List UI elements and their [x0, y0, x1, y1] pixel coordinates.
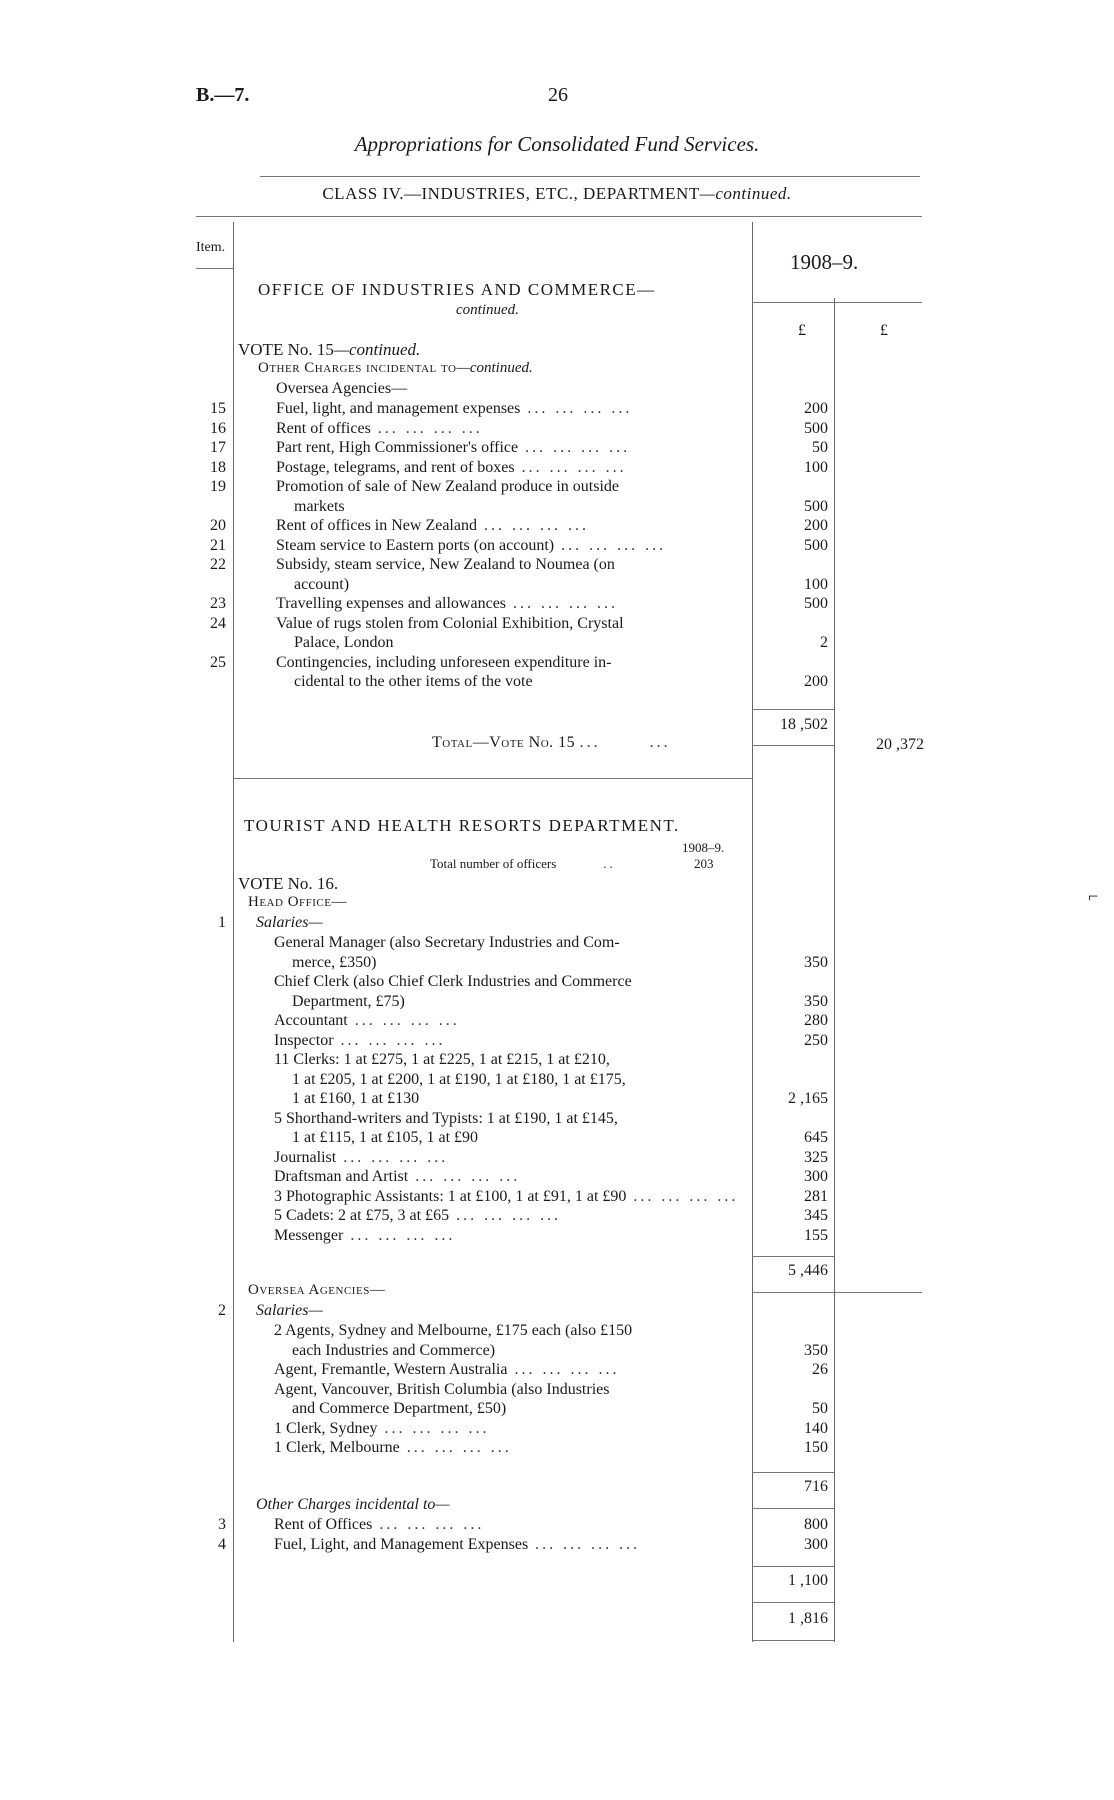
office-oversea-agencies: Oversea Agencies— [276, 380, 408, 397]
page-number: 26 [548, 84, 568, 106]
class-heading: CLASS IV.—INDUSTRIES, ETC., DEPARTMENT—continued. [322, 184, 792, 203]
row-amount: 2 [820, 634, 828, 651]
office-vote-heading: VOTE No. 15—continued. [238, 340, 421, 359]
row-description: and Commerce Department, £50) [292, 1400, 507, 1417]
row-amount: 350 [804, 1341, 828, 1359]
row-amount: 300 [804, 1168, 828, 1185]
row-description: Promotion of sale of New Zealand produce in outside [276, 478, 620, 495]
row-description: Contingencies, including unforeseen expenditure in- [276, 653, 612, 671]
row-amount: 500 [804, 595, 828, 612]
office-section-continued: continued. [456, 302, 519, 318]
other-charges-heading: Other Charges incidental to— [256, 1496, 450, 1513]
item-number-1: 1 [218, 914, 226, 931]
row-description: Subsidy, steam service, New Zealand to Noumea (on [276, 556, 615, 573]
row-amount: 281 [804, 1187, 828, 1205]
row-amount: 250 [804, 1031, 828, 1049]
row-amount: 200 [804, 673, 828, 690]
item-number: 21 [210, 536, 226, 554]
item-number: 17 [210, 439, 226, 456]
item-number: 16 [210, 419, 226, 437]
row-amount: 645 [804, 1129, 828, 1146]
row-description: 3 Photographic Assistants: 1 at £100, 1 at £91, 1 at £90 ... ... ... ... [274, 1187, 739, 1205]
item-number: 18 [210, 458, 226, 476]
head-office-heading: Head Office— [248, 894, 347, 910]
office-subtotal: 18 ,502 [780, 716, 828, 733]
item-number: 19 [210, 478, 226, 495]
subtotal2-rule-bottom [752, 1508, 834, 1509]
row-description: markets [294, 497, 345, 515]
item-number: 4 [218, 1535, 226, 1553]
item-number-2: 2 [218, 1302, 226, 1319]
row-description: 2 Agents, Sydney and Melbourne, £175 each (also £150 [274, 1322, 633, 1339]
row-description: Part rent, High Commissioner's office ... ... ... ... [276, 439, 631, 456]
row-description: Steam service to Eastern ports (on account) ... ... ... ... [276, 536, 667, 554]
item-column-rule [233, 222, 234, 1642]
row-amount: 280 [804, 1012, 828, 1029]
oversea-agencies-heading: Oversea Agencies— [248, 1282, 386, 1298]
table-top-rule [196, 216, 922, 217]
row-description: Messenger ... ... ... ... [274, 1226, 456, 1244]
item-header-rule [196, 268, 234, 269]
item-number: 20 [210, 517, 226, 534]
row-description: Palace, London [294, 634, 394, 651]
item-number: 25 [210, 653, 226, 671]
row-description: 1 Clerk, Melbourne ... ... ... ... [274, 1439, 512, 1456]
office-other-charges: Other Charges incidental to—continued. [258, 360, 533, 376]
row-amount: 500 [804, 497, 828, 515]
row-description: Agent, Fremantle, Western Australia ... ... ... ... [274, 1361, 620, 1378]
row-amount: 155 [804, 1226, 828, 1244]
row-amount: 150 [804, 1439, 828, 1456]
tourist-section-title: TOURIST AND HEALTH RESORTS DEPARTMENT. [244, 816, 680, 835]
year-header-rule [752, 302, 922, 303]
row-description: Rent of offices ... ... ... ... [276, 419, 483, 437]
row-amount: 26 [812, 1361, 828, 1378]
row-description: Travelling expenses and allowances ... ... ... ... [276, 595, 619, 612]
officers-year: 1908–9. [682, 840, 725, 855]
row-description: Rent of Offices ... ... ... ... [274, 1516, 485, 1533]
row-description: Value of rugs stolen from Colonial Exhibition, Crystal [276, 614, 624, 632]
row-description: merce, £350) [292, 953, 377, 971]
salaries-heading-1: Salaries— [256, 914, 323, 931]
row-description: 5 Cadets: 2 at £75, 3 at £65 ... ... ... ... [274, 1207, 562, 1224]
row-description: Department, £75) [292, 992, 405, 1010]
subtotal3-rule-top [752, 1566, 834, 1567]
item-number: 23 [210, 595, 226, 612]
page-title: Appropriations for Consolidated Fund Services. [354, 132, 760, 156]
row-description: Fuel, light, and management expenses ... ... ... ... [276, 400, 633, 417]
pound-sign-1: £ [798, 322, 806, 339]
row-amount: 140 [804, 1419, 828, 1437]
office-total-label: Total—Vote No. 15 ... ... [432, 734, 671, 751]
row-description: General Manager (also Secretary Industries and Com- [274, 934, 620, 951]
row-amount: 100 [804, 575, 828, 593]
row-description: Inspector ... ... ... ... [274, 1031, 446, 1049]
item-number: 15 [210, 400, 226, 417]
officers-label: Total number of officers .. [430, 856, 616, 871]
row-amount: 2 ,165 [788, 1090, 828, 1107]
row-description: Journalist ... ... ... ... [274, 1148, 449, 1166]
row-amount: 50 [812, 439, 828, 456]
row-description: Accountant ... ... ... ... [274, 1012, 460, 1029]
document-reference: B.—7. [196, 84, 250, 106]
item-number: 3 [218, 1516, 226, 1533]
row-amount: 300 [804, 1535, 828, 1553]
office-subtotal-rule-top [752, 709, 834, 710]
tourist-grand-subtotal: 1 ,816 [788, 1610, 828, 1627]
row-description: 11 Clerks: 1 at £275, 1 at £225, 1 at £215, 1 at £210, [274, 1051, 610, 1068]
row-amount: 500 [804, 536, 828, 554]
row-description: Postage, telegrams, and rent of boxes ... ... ... ... [276, 458, 627, 476]
item-number: 22 [210, 556, 226, 573]
head-office-subtotal: 5 ,446 [788, 1262, 828, 1279]
row-amount: 350 [804, 992, 828, 1010]
row-amount: 345 [804, 1207, 828, 1224]
row-description: Draftsman and Artist ... ... ... ... [274, 1168, 521, 1185]
tourist-vote-heading: VOTE No. 16. [238, 874, 339, 893]
row-amount: 325 [804, 1148, 828, 1166]
office-section-end-rule [233, 778, 752, 779]
officers-count: 203 [694, 856, 714, 871]
row-amount: 100 [804, 458, 828, 476]
subtotal3-rule-bottom [752, 1602, 834, 1603]
item-column-header: Item. [196, 240, 226, 255]
row-description: account) [294, 575, 350, 593]
amount-column-rule [834, 298, 835, 1642]
margin-mark: ⌐ [1088, 886, 1099, 906]
pound-sign-2: £ [880, 322, 888, 339]
row-description: Chief Clerk (also Chief Clerk Industries and Commerce [274, 973, 632, 990]
other-charges-subtotal: 1 ,100 [788, 1572, 828, 1589]
subtotal1-rule-bottom [752, 1292, 922, 1293]
row-description: Rent of offices in New Zealand ... ... ... ... [276, 517, 589, 534]
subtotal4-rule-bottom [752, 1640, 834, 1641]
row-amount: 200 [804, 517, 828, 534]
row-description: cidental to the other items of the vote [294, 673, 533, 690]
item-number: 24 [210, 614, 226, 632]
row-description: each Industries and Commerce) [292, 1341, 496, 1359]
year-column-header: 1908–9. [790, 250, 859, 274]
row-amount: 800 [804, 1516, 828, 1533]
salaries-heading-2: Salaries— [256, 1302, 323, 1319]
row-amount: 200 [804, 400, 828, 417]
row-amount: 500 [804, 419, 828, 437]
row-description: 5 Shorthand-writers and Typists: 1 at £190, 1 at £145, [274, 1109, 618, 1127]
office-section-title: OFFICE OF INDUSTRIES AND COMMERCE— [258, 280, 656, 299]
row-description: Fuel, Light, and Management Expenses ... ... ... ... [274, 1535, 641, 1553]
subtotal1-rule-top [752, 1256, 834, 1257]
row-description: 1 Clerk, Sydney ... ... ... ... [274, 1419, 490, 1437]
office-subtotal-rule-bottom [752, 745, 834, 746]
oversea-subtotal: 716 [804, 1478, 828, 1495]
row-description: 1 at £115, 1 at £105, 1 at £90 [292, 1129, 479, 1146]
row-description: 1 at £160, 1 at £130 [292, 1090, 420, 1107]
title-rule [260, 176, 920, 177]
subtotal2-rule-top [752, 1472, 834, 1473]
row-amount: 350 [804, 953, 828, 971]
row-description: Agent, Vancouver, British Columbia (also Industries [274, 1380, 610, 1398]
office-total: 20 ,372 [876, 736, 924, 753]
row-amount: 50 [812, 1400, 828, 1417]
row-description: 1 at £205, 1 at £200, 1 at £190, 1 at £180, 1 at £175, [292, 1070, 626, 1088]
